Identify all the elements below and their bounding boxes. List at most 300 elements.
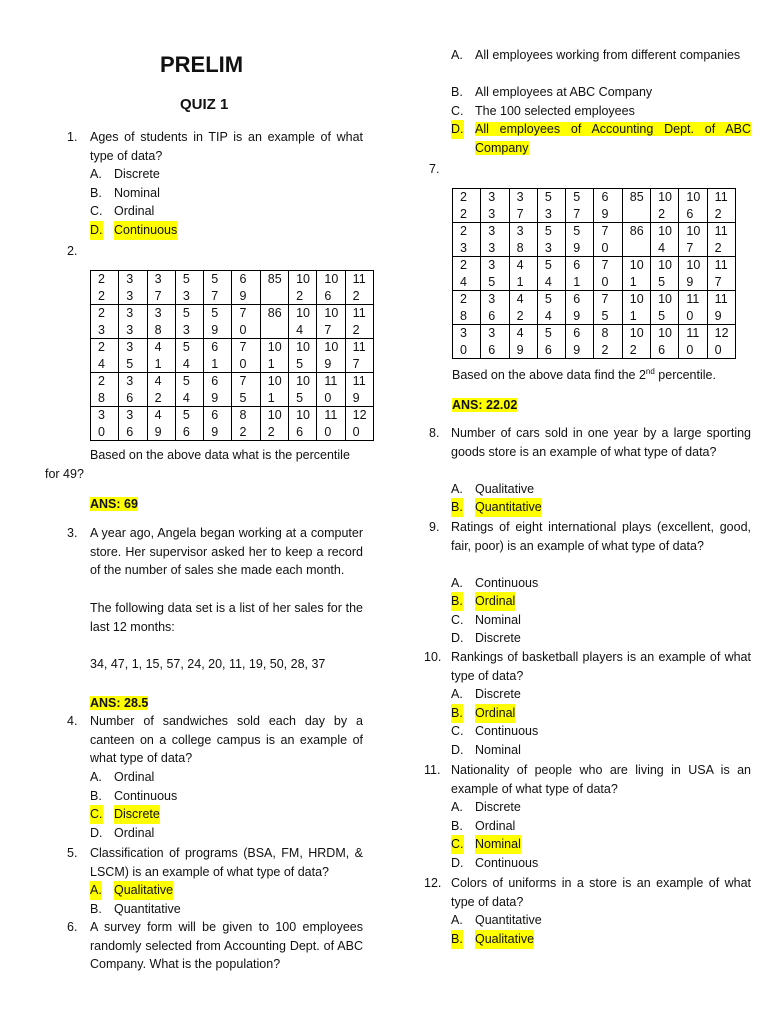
table-cell bbox=[175, 407, 203, 441]
cell-line-1: 10 bbox=[267, 408, 282, 422]
table-cell bbox=[91, 373, 119, 407]
cell-line-2: 8 bbox=[460, 308, 467, 323]
table-row bbox=[91, 305, 374, 339]
cell-line-2: 9 bbox=[211, 424, 219, 439]
cell-line-2: 1 bbox=[154, 356, 162, 371]
table-cell bbox=[289, 373, 317, 407]
cell-line-2: 5 bbox=[658, 308, 666, 323]
cell-line-1: 11 bbox=[324, 374, 338, 388]
table-cell bbox=[175, 271, 203, 305]
cell-line-2: 2 bbox=[352, 322, 360, 337]
cell-line-2: 1 bbox=[629, 308, 637, 323]
cell-line-2: 3 bbox=[488, 240, 496, 255]
cell-line-1: 5 bbox=[182, 272, 190, 286]
table-cell bbox=[679, 291, 707, 325]
table-cell bbox=[453, 189, 481, 223]
table-cell bbox=[317, 373, 345, 407]
table-cell bbox=[453, 223, 481, 257]
cell-line-2: 9 bbox=[686, 274, 694, 289]
cell-line-1: 4 bbox=[154, 374, 162, 388]
question-7-answer: ANS: 22.02 bbox=[452, 398, 518, 412]
table-cell bbox=[679, 223, 707, 257]
cell-line-2: 9 bbox=[211, 322, 219, 337]
table-cell bbox=[594, 223, 622, 257]
cell-line-2: 2 bbox=[601, 342, 609, 357]
question-text: Classification of programs (BSA, FM, HRDM, & LSCM) is an example of what type of data? bbox=[90, 846, 363, 879]
cell-line-2: 4 bbox=[544, 274, 552, 289]
cell-line-1: 11 bbox=[352, 374, 366, 388]
question-text-2: The following data set is a list of her sales for the last 12 months: bbox=[90, 601, 363, 634]
cell-line-1: 2 bbox=[98, 374, 105, 388]
table-cell bbox=[147, 373, 175, 407]
cell-line-1: 10 bbox=[686, 258, 701, 272]
question-number: 5. bbox=[67, 846, 78, 860]
table-cell bbox=[481, 325, 509, 359]
table-row bbox=[453, 189, 736, 223]
table-cell bbox=[119, 339, 147, 373]
cell-line-1: 2 bbox=[98, 272, 105, 286]
table-cell bbox=[651, 189, 679, 223]
cell-line-2: 3 bbox=[460, 240, 467, 255]
cell-line-1: 3 bbox=[126, 272, 134, 286]
table-cell bbox=[679, 257, 707, 291]
question-number: 1. bbox=[67, 130, 78, 144]
cell-line-1: 11 bbox=[352, 340, 366, 354]
table-cell bbox=[119, 305, 147, 339]
cell-line-1: 4 bbox=[154, 340, 162, 354]
cell-line-2: 0 bbox=[239, 322, 247, 337]
table-cell bbox=[509, 325, 537, 359]
sales-data: 34, 47, 1, 15, 57, 24, 20, 11, 19, 50, 28, 37 bbox=[90, 657, 326, 671]
cell-line-2: 7 bbox=[211, 288, 219, 303]
cell-line-1: 86 bbox=[629, 224, 644, 238]
table-cell bbox=[147, 305, 175, 339]
cell-line-1: 10 bbox=[324, 306, 339, 320]
cell-line-2: 3 bbox=[182, 322, 190, 337]
table-row bbox=[453, 291, 736, 325]
cell-line-2 bbox=[268, 322, 288, 338]
cell-line-2: 4 bbox=[296, 322, 304, 337]
table-cell bbox=[91, 339, 119, 373]
question-9: 9. Ratings of eight international plays (excellent, good, fair, poor) is an example of what type of data? A. Continuous B. Ordinal C. Nominal D. Discrete bbox=[429, 520, 751, 645]
table-cell bbox=[509, 291, 537, 325]
cell-line-2: 2 bbox=[658, 206, 666, 221]
question-6 bbox=[67, 918, 363, 976]
table-cell bbox=[453, 325, 481, 359]
cell-line-2: 4 bbox=[460, 274, 467, 289]
cell-line-2: 2 bbox=[98, 288, 105, 303]
cell-line-1: 2 bbox=[460, 190, 467, 204]
cell-line-1: 2 bbox=[460, 258, 467, 272]
table-cell bbox=[147, 271, 175, 305]
cell-line-1: 10 bbox=[267, 340, 282, 354]
table-cell bbox=[232, 305, 260, 339]
table-cell bbox=[481, 189, 509, 223]
table-cell bbox=[175, 305, 203, 339]
table-cell bbox=[260, 271, 288, 305]
table-cell bbox=[651, 223, 679, 257]
cell-line-2: 3 bbox=[98, 322, 105, 337]
cell-line-1: 11 bbox=[714, 292, 728, 306]
cell-line-1: 12 bbox=[714, 326, 729, 340]
table-cell bbox=[289, 407, 317, 441]
table-row bbox=[91, 407, 374, 441]
cell-line-2: 6 bbox=[658, 342, 666, 357]
cell-line-1: 3 bbox=[98, 408, 105, 422]
question-8: 8. Number of cars sold in one year by a large sporting goods store is an example of what type of data? A. Qualitative B. Quantitative bbox=[429, 424, 751, 516]
question-7-number: 7. bbox=[429, 162, 440, 176]
cell-line-2: 5 bbox=[658, 274, 666, 289]
cell-line-1: 3 bbox=[126, 306, 134, 320]
cell-line-1: 5 bbox=[182, 306, 190, 320]
cell-line-1: 7 bbox=[239, 374, 247, 388]
cell-line-1: 10 bbox=[296, 408, 310, 422]
cell-line-1: 86 bbox=[267, 306, 282, 320]
table-cell bbox=[345, 305, 373, 339]
cell-line-1: 11 bbox=[714, 224, 728, 238]
cell-line-2: 5 bbox=[488, 274, 496, 289]
table-cell bbox=[204, 373, 232, 407]
cell-line-1: 85 bbox=[267, 272, 282, 286]
cell-line-1: 10 bbox=[658, 326, 672, 340]
cell-line-1: 10 bbox=[296, 306, 310, 320]
table-cell bbox=[91, 407, 119, 441]
option-a: A. All employees working from different companies bbox=[451, 48, 741, 62]
cell-line-1: 5 bbox=[544, 258, 552, 272]
table-cell bbox=[147, 339, 175, 373]
table-cell bbox=[232, 373, 260, 407]
cell-line-1: 3 bbox=[516, 190, 524, 204]
cell-line-1: 8 bbox=[239, 408, 247, 422]
table-cell bbox=[651, 291, 679, 325]
table-cell bbox=[537, 257, 565, 291]
table-cell bbox=[509, 189, 537, 223]
table-cell bbox=[622, 189, 650, 223]
table-cell bbox=[204, 271, 232, 305]
table-cell bbox=[594, 291, 622, 325]
table-cell bbox=[453, 291, 481, 325]
table-cell bbox=[566, 189, 594, 223]
table-cell bbox=[594, 257, 622, 291]
cell-line-1: 4 bbox=[154, 408, 162, 422]
data-table bbox=[90, 270, 374, 441]
cell-line-1: 10 bbox=[267, 374, 282, 388]
table-cell bbox=[289, 305, 317, 339]
table-cell bbox=[260, 373, 288, 407]
cell-line-2: 0 bbox=[352, 424, 360, 439]
cell-line-2: 2 bbox=[460, 206, 467, 221]
cell-line-2: 3 bbox=[488, 206, 496, 221]
cell-line-2: 7 bbox=[714, 274, 722, 289]
cell-line-1: 7 bbox=[601, 224, 609, 238]
cell-line-1: 11 bbox=[714, 190, 728, 204]
question-3-answer: ANS: 28.5 bbox=[90, 696, 149, 710]
cell-line-1: 10 bbox=[629, 326, 644, 340]
quiz-title: QUIZ 1 bbox=[180, 96, 229, 113]
cell-line-1: 3 bbox=[516, 224, 524, 238]
cell-line-1: 5 bbox=[573, 224, 581, 238]
cell-line-1: 5 bbox=[544, 190, 552, 204]
table-cell bbox=[566, 223, 594, 257]
cell-line-1: 7 bbox=[601, 258, 609, 272]
table-cell bbox=[651, 325, 679, 359]
cell-line-1: 5 bbox=[182, 408, 190, 422]
question-7-caption: Based on the above data find the 2nd percentile. bbox=[452, 366, 716, 382]
table-cell bbox=[537, 291, 565, 325]
cell-line-2: 0 bbox=[324, 390, 332, 405]
cell-line-1: 4 bbox=[516, 292, 524, 306]
cell-line-1: 3 bbox=[126, 408, 134, 422]
cell-line-2: 9 bbox=[516, 342, 524, 357]
table-row bbox=[91, 373, 374, 407]
cell-line-2: 1 bbox=[516, 274, 524, 289]
table-cell bbox=[345, 407, 373, 441]
cell-line-2: 2 bbox=[629, 342, 637, 357]
cell-line-1: 10 bbox=[324, 272, 339, 286]
table-cell bbox=[119, 407, 147, 441]
question-number: 11. bbox=[424, 763, 441, 777]
cell-line-2: 1 bbox=[267, 390, 275, 405]
cell-line-1: 5 bbox=[544, 326, 552, 340]
table-cell bbox=[707, 189, 735, 223]
cell-line-1: 5 bbox=[182, 374, 190, 388]
cell-line-1: 10 bbox=[296, 374, 310, 388]
cell-line-2: 1 bbox=[629, 274, 637, 289]
cell-line-2: 2 bbox=[714, 206, 722, 221]
question-2-answer: ANS: 69 bbox=[90, 497, 138, 511]
table-cell bbox=[537, 325, 565, 359]
question-text: Ratings of eight international plays (excellent, good, fair, poor) is an example of what type of data? bbox=[451, 520, 751, 553]
table-cell bbox=[453, 257, 481, 291]
cell-line-1: 10 bbox=[658, 292, 672, 306]
cell-line-2: 3 bbox=[182, 288, 190, 303]
question-text: Ages of students in TIP is an example of what type of data? bbox=[90, 130, 363, 163]
cell-line-1: 11 bbox=[324, 408, 338, 422]
question-4: 4. Number of sandwiches sold each day by a canteen on a college campus is an example of what type of data? A. Ordinal B. Continuous C. Discrete D. Ordinal bbox=[67, 714, 363, 840]
table-cell bbox=[622, 291, 650, 325]
cell-line-2: 3 bbox=[544, 240, 552, 255]
cell-line-1: 2 bbox=[460, 224, 467, 238]
cell-line-1: 10 bbox=[324, 340, 339, 354]
table-cell bbox=[260, 339, 288, 373]
table-cell bbox=[204, 339, 232, 373]
question-3 bbox=[67, 524, 363, 714]
table-cell bbox=[317, 305, 345, 339]
table-cell bbox=[91, 305, 119, 339]
cell-line-1: 6 bbox=[211, 408, 219, 422]
cell-line-2: 1 bbox=[267, 356, 275, 371]
table-cell bbox=[481, 257, 509, 291]
table-cell bbox=[317, 271, 345, 305]
cell-line-2: 4 bbox=[658, 240, 666, 255]
table-cell bbox=[509, 223, 537, 257]
cell-line-2: 4 bbox=[182, 356, 190, 371]
cell-line-2: 5 bbox=[296, 356, 304, 371]
table-cell bbox=[651, 257, 679, 291]
table-cell bbox=[345, 373, 373, 407]
cell-line-2: 1 bbox=[211, 356, 219, 371]
cell-line-2: 2 bbox=[267, 424, 275, 439]
table-cell bbox=[119, 271, 147, 305]
cell-line-1: 8 bbox=[601, 326, 609, 340]
cell-line-2: 6 bbox=[182, 424, 190, 439]
cell-line-1: 2 bbox=[98, 306, 105, 320]
page-title: PRELIM bbox=[160, 52, 244, 77]
question-text: Rankings of basketball players is an example of what type of data? bbox=[451, 650, 751, 683]
cell-line-2: 1 bbox=[573, 274, 581, 289]
table-row bbox=[453, 325, 736, 359]
question-2-caption-cont: for 49? bbox=[45, 467, 84, 481]
question-6-options: A. All employees working from different companies B. All employees at ABC Company C. The 100 selected employees D. All employees of Accounting Dept. of ABC Company bbox=[451, 46, 751, 162]
cell-line-2: 6 bbox=[488, 342, 496, 357]
question-number: 8. bbox=[429, 426, 440, 440]
cell-line-1: 10 bbox=[686, 224, 701, 238]
cell-line-1: 3 bbox=[488, 258, 496, 272]
cell-line-1: 12 bbox=[352, 408, 367, 422]
cell-line-2: 7 bbox=[516, 206, 524, 221]
table-cell bbox=[317, 339, 345, 373]
table-cell bbox=[317, 407, 345, 441]
cell-line-2: 9 bbox=[573, 308, 581, 323]
table-cell bbox=[232, 339, 260, 373]
cell-line-1: 6 bbox=[239, 272, 247, 286]
table-row bbox=[91, 339, 374, 373]
table-cell bbox=[566, 257, 594, 291]
question-text: Nationality of people who are living in USA is an example of what type of data? bbox=[451, 763, 751, 796]
cell-line-1: 11 bbox=[714, 258, 728, 272]
question-text: A survey form will be given to 100 employees randomly selected from Accounting Dept. of ABC Company. What is the population? bbox=[90, 920, 363, 972]
cell-line-2: 2 bbox=[296, 288, 304, 303]
cell-line-1: 6 bbox=[601, 190, 609, 204]
cell-line-2: 6 bbox=[126, 390, 134, 405]
cell-line-1: 7 bbox=[239, 340, 247, 354]
cell-line-1: 6 bbox=[211, 340, 219, 354]
table-cell bbox=[481, 223, 509, 257]
question-number: 12. bbox=[424, 876, 442, 890]
table-cell bbox=[594, 325, 622, 359]
question-text: Colors of uniforms in a store is an example of what type of data? bbox=[451, 876, 751, 909]
cell-line-1: 5 bbox=[211, 272, 219, 286]
question-12: 12. Colors of uniforms in a store is an example of what type of data? A. Quantitative B. Qualitative bbox=[424, 874, 751, 950]
cell-line-1: 10 bbox=[296, 340, 310, 354]
cell-line-2: 6 bbox=[544, 342, 552, 357]
question-5: 5. Classification of programs (BSA, FM, HRDM, & LSCM) is an example of what type of data? A. Qualitative B. Quantitative bbox=[67, 846, 363, 916]
cell-line-2 bbox=[630, 206, 650, 222]
table-cell bbox=[260, 305, 288, 339]
table-cell bbox=[622, 223, 650, 257]
table-cell bbox=[232, 271, 260, 305]
table-cell bbox=[175, 373, 203, 407]
cell-line-2: 9 bbox=[573, 342, 581, 357]
cell-line-2: 2 bbox=[714, 240, 722, 255]
cell-line-1: 6 bbox=[211, 374, 219, 388]
cell-line-2: 0 bbox=[686, 342, 694, 357]
cell-line-2: 9 bbox=[239, 288, 247, 303]
question-11: 11. Nationality of people who are living in USA is an example of what type of data? A. Discrete B. Ordinal C. Nominal D. Continuous bbox=[424, 763, 751, 870]
cell-line-1: 7 bbox=[601, 292, 609, 306]
table-cell bbox=[147, 407, 175, 441]
cell-line-1: 2 bbox=[460, 292, 467, 306]
cell-line-1: 3 bbox=[154, 272, 162, 286]
cell-line-1: 10 bbox=[629, 258, 644, 272]
question-2-caption: Based on the above data what is the percentile bbox=[90, 448, 350, 462]
question-text: Number of cars sold in one year by a large sporting goods store is an example of what type of data? bbox=[451, 426, 751, 459]
table-row bbox=[91, 271, 374, 305]
cell-line-2: 0 bbox=[686, 308, 694, 323]
question-text: Number of sandwiches sold each day by a canteen on a college campus is an example of what type of data? bbox=[90, 714, 363, 766]
cell-line-2: 0 bbox=[714, 342, 722, 357]
cell-line-1: 3 bbox=[488, 326, 496, 340]
cell-line-2: 2 bbox=[239, 424, 247, 439]
cell-line-1: 7 bbox=[239, 306, 247, 320]
cell-line-1: 5 bbox=[573, 190, 581, 204]
table-cell bbox=[537, 223, 565, 257]
cell-line-2: 8 bbox=[516, 240, 524, 255]
cell-line-1: 5 bbox=[182, 340, 190, 354]
question-number: 3. bbox=[67, 526, 78, 540]
cell-line-2: 6 bbox=[296, 424, 304, 439]
table-cell bbox=[566, 291, 594, 325]
cell-line-2: 0 bbox=[601, 274, 609, 289]
table-cell bbox=[345, 271, 373, 305]
table-cell bbox=[175, 339, 203, 373]
cell-line-1: 10 bbox=[658, 224, 672, 238]
table-cell bbox=[509, 257, 537, 291]
question-1: 1. Ages of students in TIP is an example of what type of data? A. Discrete B. Nominal C. Ordinal D. Continuous bbox=[67, 128, 363, 244]
table-cell bbox=[481, 291, 509, 325]
cell-line-2: 0 bbox=[98, 424, 105, 439]
question-10: 10. Rankings of basketball players is an example of what type of data? A. Discrete B. Ordinal C. Continuous D. Nominal bbox=[424, 650, 751, 757]
question-text: A year ago, Angela began working at a computer store. Her supervisor asked her to keep a record of the number of sales she made each month. bbox=[90, 526, 363, 578]
table-cell bbox=[679, 189, 707, 223]
cell-line-1: 10 bbox=[658, 190, 672, 204]
cell-line-1: 11 bbox=[352, 306, 366, 320]
cell-line-1: 11 bbox=[352, 272, 366, 286]
cell-line-2: 7 bbox=[352, 356, 360, 371]
table-row bbox=[453, 223, 736, 257]
cell-line-1: 4 bbox=[516, 258, 524, 272]
table-cell bbox=[345, 339, 373, 373]
cell-line-1: 11 bbox=[686, 326, 700, 340]
table-cell bbox=[622, 325, 650, 359]
cell-line-1: 10 bbox=[296, 272, 310, 286]
cell-line-1: 3 bbox=[154, 306, 162, 320]
cell-line-1: 5 bbox=[544, 292, 552, 306]
cell-line-2 bbox=[268, 288, 288, 304]
cell-line-2: 7 bbox=[686, 240, 694, 255]
table-cell bbox=[679, 325, 707, 359]
cell-line-1: 3 bbox=[488, 190, 496, 204]
cell-line-2: 0 bbox=[239, 356, 247, 371]
cell-line-2: 2 bbox=[154, 390, 162, 405]
cell-line-2: 3 bbox=[126, 322, 134, 337]
data-table bbox=[452, 188, 736, 359]
cell-line-2: 8 bbox=[154, 322, 162, 337]
cell-line-2: 6 bbox=[488, 308, 496, 323]
cell-line-2: 7 bbox=[154, 288, 162, 303]
table-cell bbox=[707, 325, 735, 359]
cell-line-1: 4 bbox=[516, 326, 524, 340]
cell-line-2: 4 bbox=[182, 390, 190, 405]
table-cell bbox=[594, 189, 622, 223]
cell-line-1: 3 bbox=[488, 224, 496, 238]
cell-line-2: 9 bbox=[154, 424, 162, 439]
cell-line-2: 7 bbox=[324, 322, 332, 337]
cell-line-2: 5 bbox=[601, 308, 609, 323]
cell-line-2: 9 bbox=[601, 206, 609, 221]
cell-line-1: 10 bbox=[686, 190, 701, 204]
question-number: 10. bbox=[424, 650, 442, 664]
